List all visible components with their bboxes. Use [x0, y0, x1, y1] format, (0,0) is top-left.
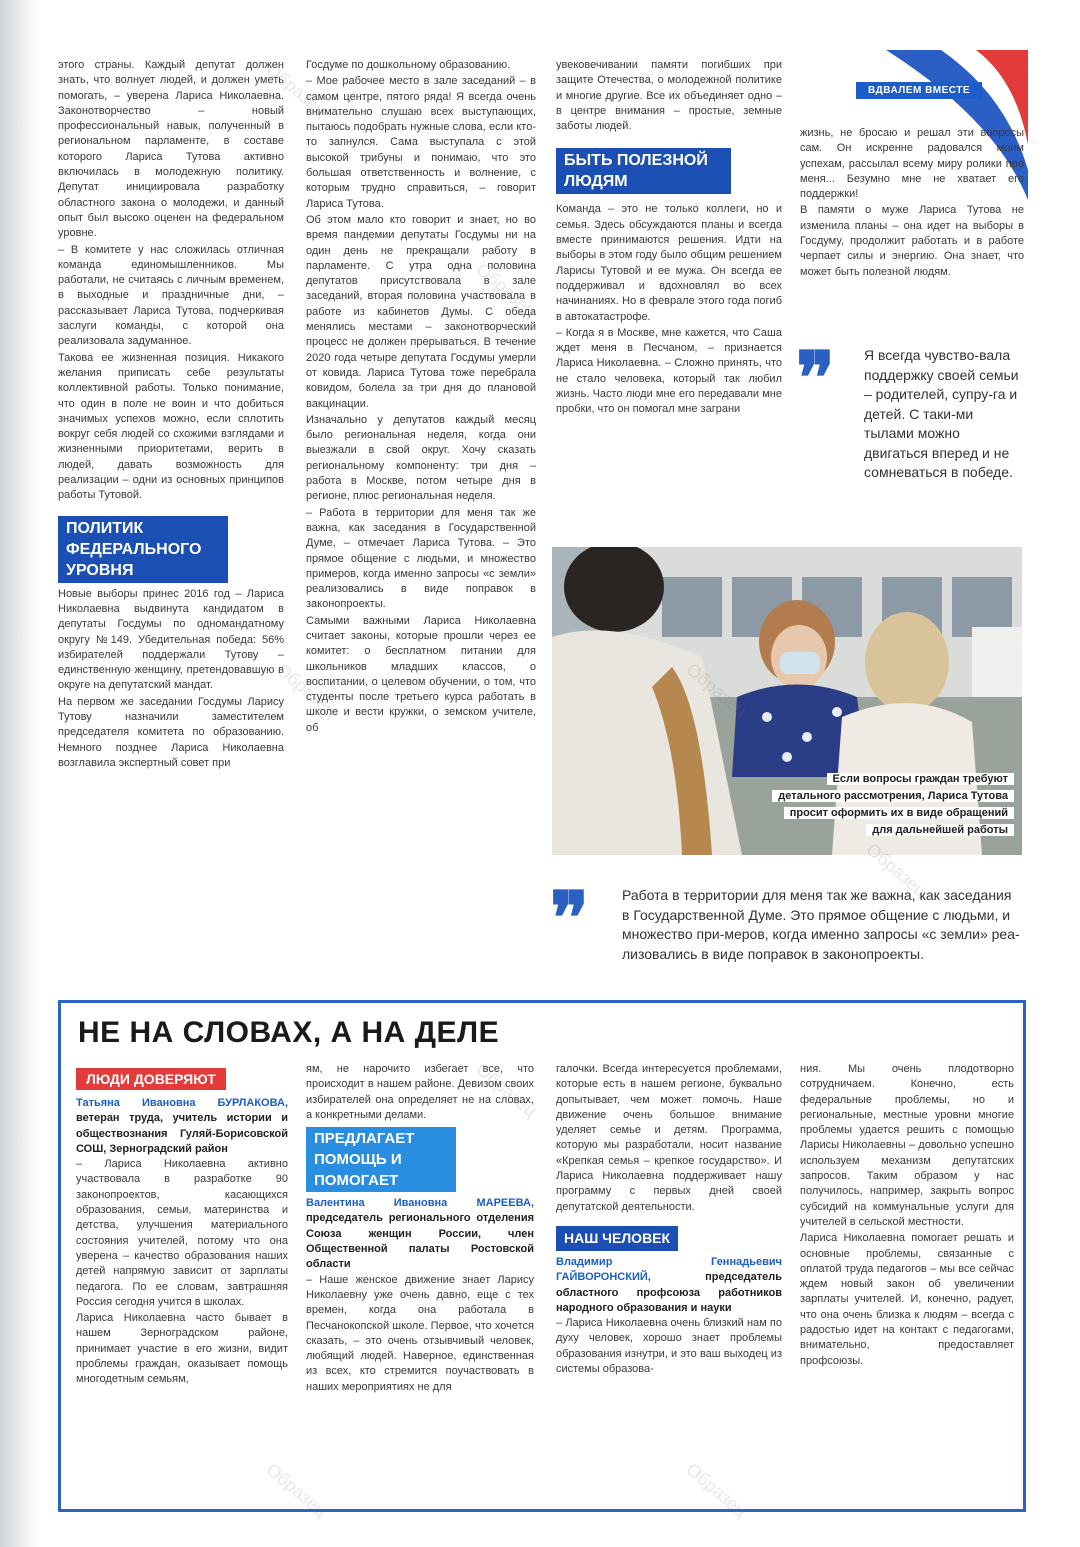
text-paragraph: галочки. Всегда интересуется проблемами, которые есть в нашем регионе, буквально допытывает, чем может помочь. Наше движение очень большое внимание уделяет семье и детям. Программа, которую мы разработали, носит название «Крепкая семья – крепкое государство». И Лариса Николаевна поддерживает нашу программу с первых дней своей депутатской деятельности.: [556, 1063, 782, 1213]
column-3: [556, 58, 782, 419]
pull-quote-family: Я всегда чувство-вала поддержку своей семьи – родителей, супру-га и детей. С таки-ми тылами можно двигаться вперед и не сомневаться в победе.: [864, 347, 1019, 480]
text-paragraph: Такова ее жизненная позиция. Никакого желания приписать себе результаты коллективной работы. Только понимание, что один в поле не воин и что добиться значимых успехов можно, если сплотить вокруг себя людей со схожими взглядами и жизненными приоритетами, верить в людей, давать возможность для реализации – одни из основных принципов работы Тутовой.: [58, 351, 284, 502]
text-paragraph: – Мое рабочее место в зале заседаний – в самом центре, пятого ряда! Я всегда очень внимательно слушаю всех выступающих, пытаюсь подобрать нужные слова, если кто-то запнулся. Сама выступала с этой высокой трибуны и понимаю, что это большая ответственность и волнение, с которым трудно справиться, – говорит Лариса Тутова.: [306, 75, 536, 210]
text-paragraph: Новые выборы принес 2016 год – Лариса Николаевна выдвинута кандидатом в депутаты Госдумы по одномандатному округу №149. Убедительная победа: 56% избирателей поддержали Тутову – единственную женщину, претендовавшую в округе на депутатский мандат.: [58, 587, 284, 692]
quote-mark-icon: ❞: [796, 335, 835, 420]
text-paragraph: этого страны. Каждый депутат должен знать, что волнует людей, и должен уметь помогать, – уверена Лариса Николаевна. Законотворчество – новый профессиональный навык, полученный в региональном парламенте, в составе которого Лариса Тутова активно включилась в молодежную политику. Депутат инициировала разработку областного закона о молодежи, и данный опыт был высоко оценен на федеральном уровне.: [58, 59, 284, 240]
box-column-4: [800, 1062, 1014, 1370]
text-paragraph: Об этом мало кто говорит и знает, но во время пандемии депутаты Госдумы ни на один день не прекращали работу в парламенте. С утра одна половина депутатов присутствовала в зале заседаний, вторая половина участвовала в работе из кабинетов Думы. С обеда менялись местами – законотворческий процесс не должен прерываться. В течение 2020 года четыре депутата Госдумы умерли от ковида. Лариса Тутова тоже перебрала ковидом, болела за три дня до плановой вакцинации.: [306, 213, 536, 410]
text-paragraph: Изначально у депутатов каждый месяц было региональная неделя, когда они выезжали в свой округ. Хочу сказать региональному компоненту: три дня – работа в Москве, потом четыре дня в регионе, плюс региональная неделя.: [306, 413, 536, 503]
caption-line: детального рассмотрения, Лариса Тутова: [772, 790, 1014, 802]
text-paragraph: – В комитете у нас сложилась отличная команда единомышленников. Мы работали, не считаясь с личным временем, в выходные и праздничные дни, – рассказывает Лариса Тутова, подчеркивая заслуги команды, с которой она реализовала задуманное.: [58, 243, 284, 348]
text-paragraph: Лариса Николаевна помогает решать и основные проблемы, связанные с оплатой труда педагогов – мы все сейчас ждем новый закон об увеличении зарплаты учителей. И, конечно, радует, что она очень близка к людям – всегда с радостью идет на контакт с педагогами, внимательно, предоставляет профсоюзы.: [800, 1232, 1014, 1367]
column-4: [800, 126, 1024, 281]
watermark: Образец: [272, 659, 341, 722]
quote-mark-icon: ❞: [550, 875, 589, 960]
text-paragraph: Команда – это не только коллеги, но и семья. Здесь обсуждаются планы и всегда вместе принимаются решения. Идти на выборы в этом году было общим решением Ларисы Тутовой и ее мужа. Он всегда ее поддерживал и вдохновлял во всех начинаниях. Но в феврале этого года погиб в автокатастрофе.: [556, 203, 782, 323]
box-column-1: [76, 1066, 288, 1389]
page-edge-shadow: [0, 0, 40, 1547]
text-paragraph: – Когда я в Москве, мне кажется, что Саша ждет меня в Песчаном, – признается Лариса Николаевна. – Сложно принять, что не стало человека, который так любил жизнь. Часто люди мне его передавали мне пробки, что он помогал мне заграни: [556, 326, 782, 416]
box-title: НЕ НА СЛОВАХ, А НА ДЕЛЕ: [78, 1016, 500, 1049]
heading-offers-help: ПРЕДЛАГАЕТ ПОМОЩЬ И ПОМОГАЕТ: [306, 1127, 456, 1192]
caption-line: для дальнейшей работы: [866, 824, 1014, 836]
photo-meeting-citizens: [552, 547, 1022, 855]
text-paragraph: увековечивании памяти погибших при защите Отечества, о молодежной политике и многие другие. Все их объединяет одно – в центре внимания – простые, земные заботы людей.: [556, 59, 782, 133]
text-paragraph: На первом же заседании Госдумы Ларису Тутову назначили заместителем председателя комитета по образованию. Немного позднее Лариса Николаевна возглавила экспертный совет при: [58, 695, 284, 769]
text-paragraph: ния. Мы очень плодотворно сотрудничаем. Конечно, есть федеральные проблемы, но и региональные, местные уровни многие проблемы удается решить с помощью Ларисы Николаевны – довольно успешно используем механизм депутатских запросов. Таким образом у нас получилось, например, закрыть вопрос субсидий на коммунальные услуги для учителей в сельской местности.: [800, 1063, 1014, 1228]
section-heading-useful: БЫТЬ ПОЛЕЗНОЙ ЛЮДЯМ: [556, 148, 731, 194]
pull-quote-territory: Работа в территории для меня так же важна, как заседания в Государственной Думе. Это прямое общение с людьми, и множество при-меров, когда именно запросы «с земли» реа-лизовались в виде поправок в законопроекты.: [622, 887, 1020, 962]
section-heading-politician: ПОЛИТИК ФЕДЕРАЛЬНОГО УРОВНЯ: [58, 516, 228, 583]
text-paragraph: – Лариса Николаевна активно участвовала в разработке 90 законопроектов, касающихся образования, семьи, материнства и детства, улучшения материального состояния учителей, потому что она уверена – качество образования наших детей напрямую зависит от зарплаты педагога. По ее словам, завтрашняя Россия сегодня учится в школах.: [76, 1158, 288, 1308]
text-paragraph: – Наше женское движение знает Ларису Николаевну уже очень давно, еще с тех времен, когда она работала в Песчанокопской школе. Первое, что хочется сказать, – это очень отзывчивый человек, любящий людей. Наверное, единственная из всех, кто стремится поучаствовать в наших мероприятиях не для: [306, 1273, 534, 1393]
box-column-3: [556, 1062, 782, 1378]
person-description: председатель областного профсоюза работников народного образования и науки: [556, 1271, 782, 1314]
text-paragraph: – Лариса Николаевна очень близкий нам по духу человек, хорошо знает проблемы образования изнутри, и это ваш выходец из системы образова-: [556, 1317, 782, 1376]
text-paragraph: Самыми важными Лариса Николаевна считает законы, которые прошли через ее комитет: о бесплатном питании для школьников младших классов, о воспитании, о целевом обучении, о том, что студенты после третьего курса работать в школе и вести кружки, о земском учителе, об: [306, 614, 536, 734]
person-name: Владимир Геннадьевич ГАЙВОРОНСКИЙ,: [556, 1255, 782, 1284]
column-2: [306, 58, 536, 737]
heading-people-trust: ЛЮДИ ДОВЕРЯЮТ: [76, 1068, 226, 1090]
photo-caption: [772, 771, 1014, 839]
person-name: Татьяна Ивановна БУРЛАКОВА,: [76, 1097, 288, 1109]
column-1: [58, 58, 284, 772]
section-tag: ВДВАЛЕМ ВМЕСТЕ: [856, 82, 982, 99]
heading-our-person: НАШ ЧЕЛОВЕК: [556, 1226, 678, 1251]
watermark: Образец: [682, 1459, 751, 1522]
text-paragraph: В памяти о муже Лариса Тутова не изменила планы – она идет на выборы в Госдуму, продолжит работать и в работе черпает силы и энергию. Она знает, что может быть полезной людям.: [800, 204, 1024, 278]
text-paragraph: Госдуме по дошкольному образованию.: [306, 59, 511, 71]
person-description: ветеран труда, учитель истории и обществознания Гуляй-Борисовской СОШ, Зерноградский район: [76, 1112, 288, 1155]
watermark: Образец: [472, 1059, 541, 1122]
watermark: Образец: [862, 839, 931, 902]
text-paragraph: жизнь, не бросаю и решал эти вопросы сам. Он искренне радовался моим успехам, рассылал всему миру ролики про меня... Безумно мне не хватает его поддержки!: [800, 127, 1024, 201]
caption-line: просит оформить их в виде обращений: [784, 807, 1014, 819]
text-paragraph: ям, не нарочито избегает все, что происходит в нашем районе. Девизом своих избирателей она определяет не на словах, а конкретными делами.: [306, 1063, 534, 1121]
person-name: Валентина Ивановна МАРЕЕВА,: [306, 1197, 534, 1210]
text-paragraph: – Работа в территории для меня так же важна, как заседания в Государственной Думе, – отмечает Лариса Тутова. – Это прямое общение с людьми, и множество примеров, когда именно запросы «с земли» реализовались в виде поправок в законопроекты.: [306, 506, 536, 611]
watermark: Образец: [262, 59, 331, 122]
text-paragraph: Лариса Николаевна часто бывает в нашем Зерноградском районе, принимает участие в его жизни, видит проблемы граждан, оказывает помощь многодетным семьям,: [76, 1312, 288, 1386]
watermark: Образец: [262, 1459, 331, 1522]
watermark: Образец: [472, 259, 541, 322]
caption-line: Если вопросы граждан требуют: [827, 773, 1014, 785]
box-column-2: [306, 1062, 534, 1396]
person-description: председатель регионального отделения Союза женщин России, член Общественной палаты Ростовской области: [306, 1212, 534, 1271]
